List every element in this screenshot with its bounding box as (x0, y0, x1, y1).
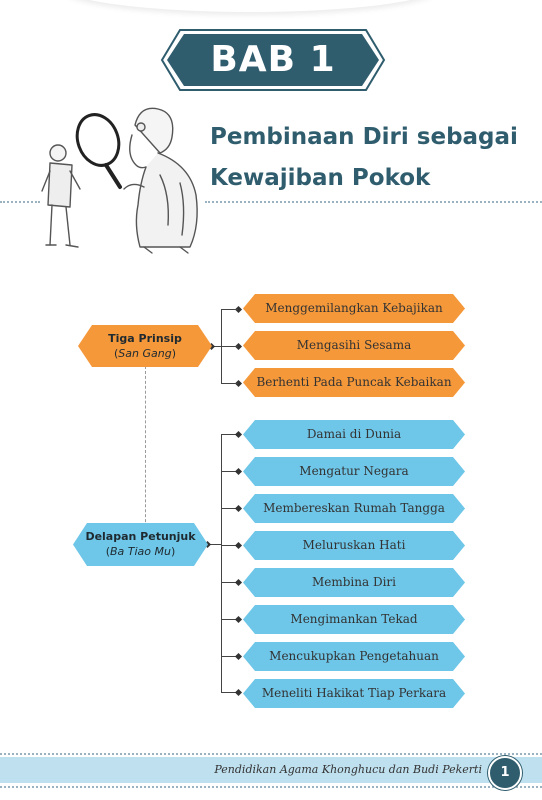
tiga-item (243, 331, 465, 360)
page-number: 1 (488, 756, 522, 790)
footer-band (0, 757, 542, 783)
category-tiga-subtitle: San Gang (118, 347, 172, 360)
delapan-item (243, 457, 465, 486)
tiga-item-branch (221, 346, 238, 347)
tiga-item-label: Menggemilangkan Kebajikan (265, 301, 443, 315)
tiga-item (243, 294, 465, 323)
chapter-label: BAB 1 (210, 39, 336, 80)
delapan-item-label: Mengimankan Tekad (290, 612, 418, 626)
right-dotted-rule (205, 201, 542, 203)
footer-book-title: Pendidikan Agama Khonghucu dan Budi Pekerti (214, 763, 482, 776)
delapan-item (243, 494, 465, 523)
delapan-item-label: Membina Diri (311, 575, 397, 589)
delapan-item-dot (235, 431, 242, 438)
delapan-item-label: Meluruskan Hati (302, 538, 406, 552)
footer-dotted-rule-bottom (0, 786, 542, 788)
delapan-item-dot (235, 579, 242, 586)
delapan-item-label: Mencukupkan Pengetahuan (269, 649, 439, 663)
tiga-item-label: Mengasihi Sesama (296, 338, 412, 352)
page-title-line2: Kewajiban Pokok (210, 165, 431, 191)
delapan-vertical-line (221, 434, 222, 692)
delapan-item (243, 679, 465, 708)
delapan-item (243, 420, 465, 449)
delapan-item-dot (235, 505, 242, 512)
tiga-item-branch (221, 309, 238, 310)
delapan-item-label: Damai di Dunia (306, 427, 402, 441)
delapan-item (243, 531, 465, 560)
category-tiga-subtitle-wrap: (San Gang) (113, 347, 176, 360)
delapan-item-dot (235, 542, 242, 549)
delapan-item (243, 568, 465, 597)
confucius-figure-icon (40, 95, 215, 255)
footer-dotted-rule-top (0, 753, 542, 755)
category-delapan-petunjuk (73, 523, 208, 566)
illustration-confucius-magnifier (40, 95, 215, 255)
delapan-item-label: Mengatur Negara (299, 464, 409, 478)
delapan-item-dot (235, 616, 242, 623)
tiga-item-label: Berhenti Pada Puncak Kebaikan (256, 375, 452, 389)
category-delapan-subtitle: Ba Tiao Mu (110, 545, 171, 558)
category-tiga-title: Tiga Prinsip (108, 332, 182, 345)
page-title-line1: Pembinaan Diri sebagai (210, 124, 518, 150)
category-link-dashed (145, 366, 146, 532)
delapan-item-label: Membereskan Rumah Tangga (263, 501, 445, 515)
category-delapan-subtitle-wrap: (Ba Tiao Mu) (105, 545, 176, 558)
tiga-item-branch (221, 383, 238, 384)
delapan-item (243, 642, 465, 671)
left-dotted-rule (0, 201, 40, 203)
category-tiga-prinsip (78, 325, 212, 367)
delapan-item-dot (235, 468, 242, 475)
category-delapan-title: Delapan Petunjuk (85, 530, 196, 543)
delapan-item-dot (235, 653, 242, 660)
delapan-item-label: Meneliti Hakikat Tiap Perkara (261, 686, 447, 700)
delapan-item-dot (235, 689, 242, 696)
tiga-item (243, 368, 465, 397)
chapter-banner (160, 28, 386, 92)
delapan-item (243, 605, 465, 634)
top-arc-decoration (60, 0, 440, 12)
